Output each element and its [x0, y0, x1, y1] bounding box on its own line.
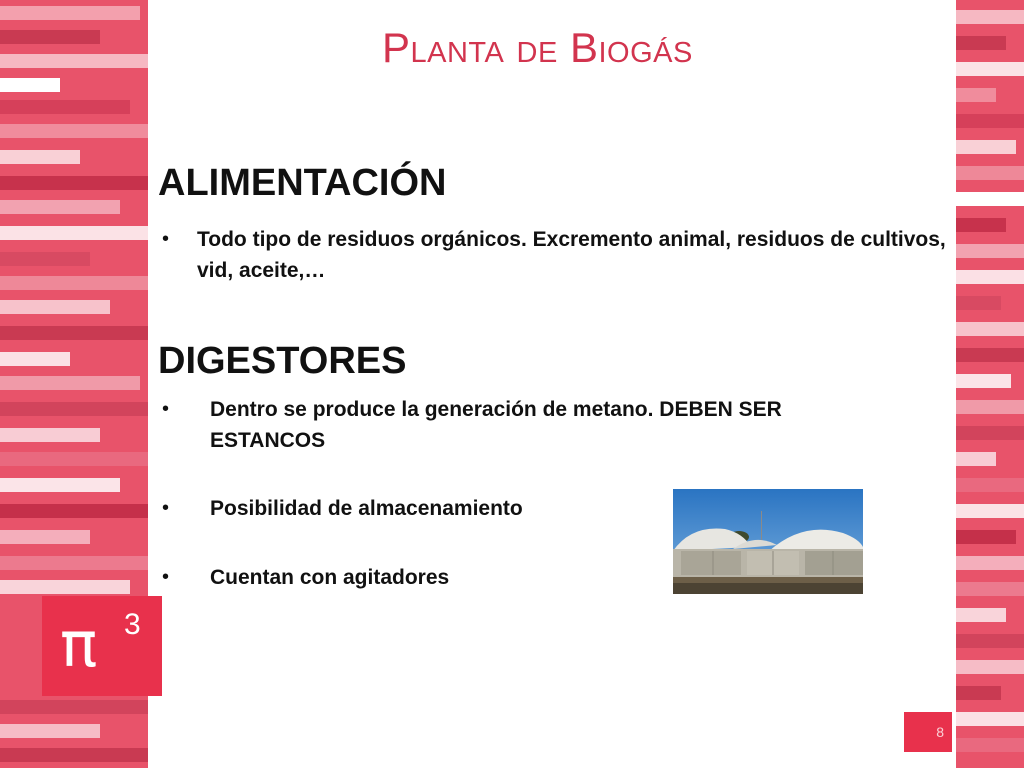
logo-pi-symbol: π: [60, 608, 98, 681]
bullet-agitadores: Cuentan con agitadores: [210, 566, 450, 589]
bullet-almacenamiento: Posibilidad de almacenamiento: [210, 497, 523, 520]
bullet-marker: •: [162, 228, 170, 250]
right-decorative-stripes: [956, 0, 1024, 768]
page-number-box: [904, 712, 952, 752]
bullet-marker: •: [162, 497, 170, 519]
digesters-photo: [673, 489, 863, 594]
bullet-marker: •: [162, 566, 170, 588]
bullet-residuos: Todo tipo de residuos orgánicos. Excremento animal, residuos de cultivos, vid, aceite,…: [197, 228, 946, 282]
slide-title: Planta de Biogás: [382, 24, 693, 71]
logo-superscript: 3: [124, 608, 141, 641]
section-heading-digestores: DIGESTORES: [158, 340, 407, 382]
pi-cubed-logo: [42, 596, 162, 696]
section-heading-alimentacion: ALIMENTACIÓN: [158, 162, 447, 204]
bullet-marker: •: [162, 398, 170, 420]
bullet-metano: Dentro se produce la generación de metano. DEBEN SER ESTANCOS: [210, 398, 782, 452]
page-number: 8: [936, 724, 944, 740]
